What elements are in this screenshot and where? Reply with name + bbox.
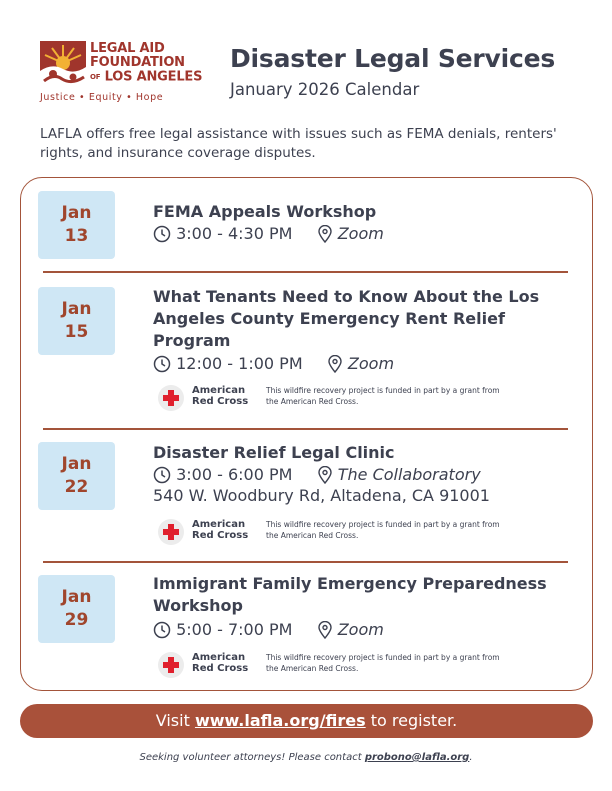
red-cross-name-line2: Red Cross [192, 530, 249, 541]
date-day: 22 [64, 477, 89, 497]
event-title: Disaster Relief Legal Clinic [153, 443, 395, 462]
location-pin-icon [327, 355, 343, 373]
divider [43, 428, 568, 430]
red-cross-funding [156, 515, 500, 545]
event-time: 3:00 - 4:30 PM [176, 224, 293, 243]
event-title: What Tenants Need to Know About the Los Angeles County Emergency Rent Relief Program [153, 287, 540, 350]
volunteer-note [0, 752, 612, 763]
date-month: Jan [61, 203, 92, 223]
date-day: 15 [64, 322, 89, 342]
red-cross-name-line1: American [192, 519, 246, 530]
logo-sunrise-icon [40, 41, 86, 87]
event-time: 12:00 - 1:00 PM [176, 354, 303, 373]
email-link[interactable]: probono@lafla.org [364, 752, 470, 763]
intro-text: LAFLA offers free legal assistance with issues such as FEMA denials, renters' rights, and insurance coverage disputes. [40, 126, 557, 161]
logo-text-of: OF [90, 73, 101, 81]
red-cross-funding [156, 381, 500, 411]
location-pin-icon [317, 225, 333, 243]
logo-text-la: LOS ANGELES [104, 69, 203, 85]
clock-icon [153, 466, 171, 484]
red-cross-icon [158, 519, 184, 545]
funding-note: This wildfire recovery project is funded in part by a grant from the American Red Cross. [266, 520, 500, 540]
date-badge [38, 442, 115, 510]
funding-note: This wildfire recovery project is funded in part by a grant from the American Red Cross. [266, 653, 500, 673]
event-meta [153, 353, 394, 375]
event-meta [153, 464, 481, 486]
date-badge [38, 575, 115, 643]
cta-prefix: Visit [155, 711, 190, 730]
logo-text-line3 [90, 70, 202, 85]
event-title: FEMA Appeals Workshop [153, 202, 377, 221]
red-cross-name-line2: Red Cross [192, 396, 249, 407]
location-pin-icon [317, 621, 333, 639]
volunteer-note-text: Seeking volunteer attorneys! Please contact [139, 752, 362, 763]
funding-note: This wildfire recovery project is funded in part by a grant from the American Red Cross. [266, 386, 500, 406]
event-location: Zoom [347, 354, 395, 373]
event-location: Zoom [337, 620, 384, 639]
register-banner [20, 704, 593, 738]
register-link[interactable]: www.lafla.org/fires [194, 711, 366, 730]
date-badge [38, 287, 115, 355]
event-location: The Collaboratory [337, 465, 481, 484]
date-month: Jan [61, 299, 92, 319]
red-cross-name-line1: American [192, 652, 246, 663]
event-meta [153, 619, 384, 641]
event-location: Zoom [337, 224, 384, 243]
divider [43, 561, 568, 563]
red-cross-name [192, 519, 262, 541]
date-day: 29 [64, 610, 89, 630]
red-cross-funding [156, 648, 500, 678]
date-month: Jan [61, 587, 92, 607]
cta-suffix: to register. [370, 711, 458, 730]
red-cross-name-line1: American [192, 385, 246, 396]
event-time: 3:00 - 6:00 PM [176, 465, 293, 484]
logo-tagline: Justice • Equity • Hope [40, 92, 164, 103]
lafla-logo [40, 41, 202, 105]
events-panel [20, 177, 593, 691]
clock-icon [153, 621, 171, 639]
clock-icon [153, 355, 171, 373]
red-cross-name [192, 652, 262, 674]
event-time: 5:00 - 7:00 PM [176, 620, 293, 639]
logo-text-line1: LEGAL AID [90, 41, 165, 56]
clock-icon [153, 225, 171, 243]
red-cross-name [192, 385, 262, 407]
date-day: 13 [64, 226, 89, 246]
red-cross-name-line2: Red Cross [192, 663, 249, 674]
logo-text-line2: FOUNDATION [90, 55, 185, 70]
date-badge [38, 191, 115, 259]
page-subtitle: January 2026 Calendar [230, 80, 420, 99]
volunteer-note-end: . [469, 752, 473, 763]
event-meta [153, 223, 384, 245]
date-month: Jan [61, 454, 92, 474]
event-title: Immigrant Family Emergency Preparedness Workshop [153, 574, 547, 615]
red-cross-icon [158, 385, 184, 411]
red-cross-icon [158, 652, 184, 678]
divider [43, 271, 568, 273]
location-pin-icon [317, 466, 333, 484]
event-address: 540 W. Woodbury Rd, Altadena, CA 91001 [153, 486, 490, 505]
page-title: Disaster Legal Services [230, 44, 556, 73]
